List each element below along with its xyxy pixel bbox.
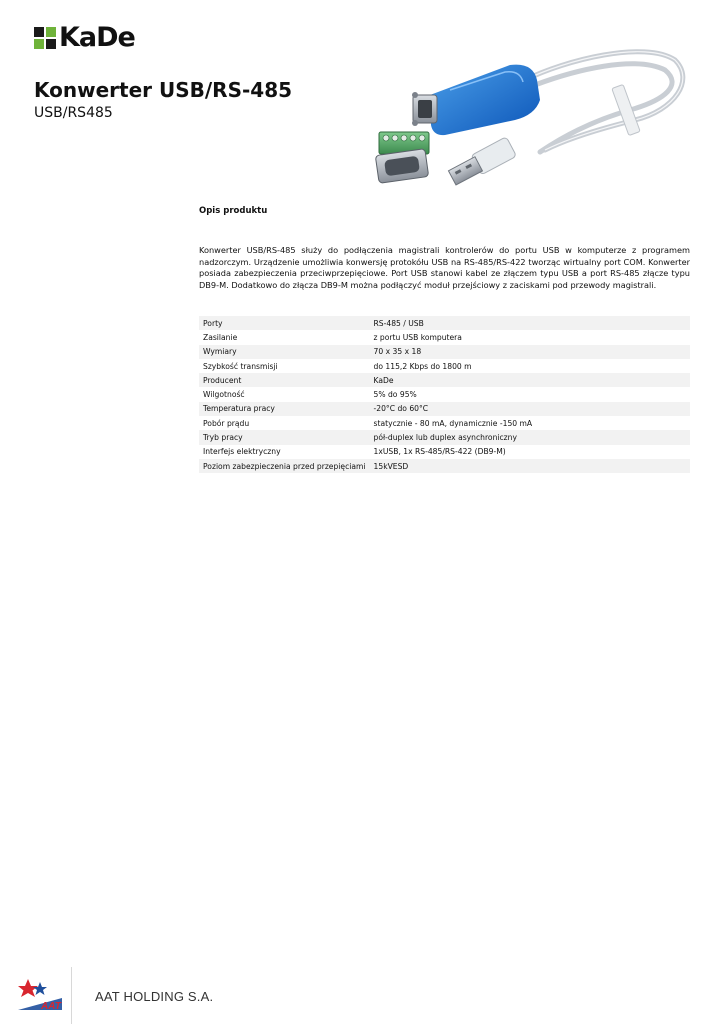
- kade-logo-mark: [34, 27, 56, 49]
- spec-label: Porty: [199, 316, 370, 330]
- logo-square: [46, 27, 56, 37]
- spec-value: statycznie - 80 mA, dynamicznie -150 mA: [373, 418, 533, 428]
- spec-value: 1xUSB, 1x RS-485/RS-422 (DB9-M): [373, 447, 506, 457]
- converter-body: [430, 65, 540, 136]
- spec-label: Wymiary: [199, 345, 370, 359]
- footer-company-name: AAT HOLDING S.A.: [95, 989, 214, 1004]
- table-row: [199, 373, 690, 387]
- spec-label: Producent: [199, 373, 370, 387]
- aat-star-icon: [18, 979, 47, 997]
- table-row: [199, 316, 690, 330]
- table-row: [199, 416, 690, 430]
- table-row: [199, 402, 690, 416]
- spec-label: Pobór prądu: [203, 418, 250, 428]
- kade-logo: [34, 22, 135, 53]
- description-heading: Opis produktu: [199, 206, 268, 216]
- logo-square: [46, 39, 56, 49]
- spec-label: Poziom zabezpieczenia przed przepięciami: [199, 459, 370, 473]
- aat-logo: [14, 976, 66, 1012]
- spec-label: Tryb pracy: [199, 430, 370, 444]
- db9-male-connector: [412, 92, 437, 126]
- spec-value: 70 x 35 x 18: [370, 345, 690, 359]
- usb-plug: [447, 137, 516, 188]
- table-row: [199, 330, 690, 344]
- table-row: [199, 445, 690, 459]
- spec-value: pół-duplex lub duplex asynchroniczny: [370, 430, 690, 444]
- kade-logo-text: KaDe: [59, 22, 135, 53]
- product-title: Konwerter USB/RS-485: [34, 78, 293, 102]
- logo-square: [34, 27, 44, 37]
- spec-label: Szybkość transmisji: [203, 361, 278, 371]
- description-text: Konwerter USB/RS-485 służy do podłączenia magistrali kontrolerów do portu USB w komputerze z programem nadzorczym. Urządzenie umożliwia konwersję protokółu USB na RS-485/RS-422 tworząc wirtualny port COM. Konwerter posiada zabezpieczenia przeciwprzepięciowe. Port USB stanowi kabel ze złączem typu USB a port RS-485 złącze typu DB9-M. Dodatkowo do złącza DB9-M można podłączyć moduł przejściowy z zaciskami pod przewody magistrali.: [199, 245, 690, 290]
- spec-label: Wilgotność: [203, 390, 245, 400]
- spec-value: KaDe: [370, 373, 690, 387]
- usb-cable: [525, 52, 683, 152]
- spec-label: Zasilanie: [203, 332, 238, 342]
- table-row: [199, 430, 690, 444]
- table-row: [199, 345, 690, 359]
- terminal-block-module: [375, 132, 429, 183]
- table-row: [199, 459, 690, 473]
- table-row: [199, 387, 690, 401]
- spec-value: -20°C do 60°C: [370, 402, 690, 416]
- spec-label: Temperatura pracy: [199, 402, 370, 416]
- footer-divider: [71, 967, 72, 1024]
- spec-value: z portu USB komputera: [373, 332, 462, 342]
- spec-value: 5% do 95%: [373, 390, 417, 400]
- table-row: [199, 359, 690, 373]
- aat-logo-text: AAT: [41, 1001, 61, 1012]
- spec-value: RS-485 / USB: [370, 316, 690, 330]
- spec-value: 15kVESD: [370, 459, 690, 473]
- logo-square: [34, 39, 44, 49]
- specs-table: [199, 316, 690, 473]
- product-photo: [365, 40, 690, 200]
- spec-label: Interfejs elektryczny: [203, 447, 281, 457]
- product-subtitle: USB/RS485: [34, 105, 113, 121]
- spec-value: do 115,2 Kbps do 1800 m: [373, 361, 472, 371]
